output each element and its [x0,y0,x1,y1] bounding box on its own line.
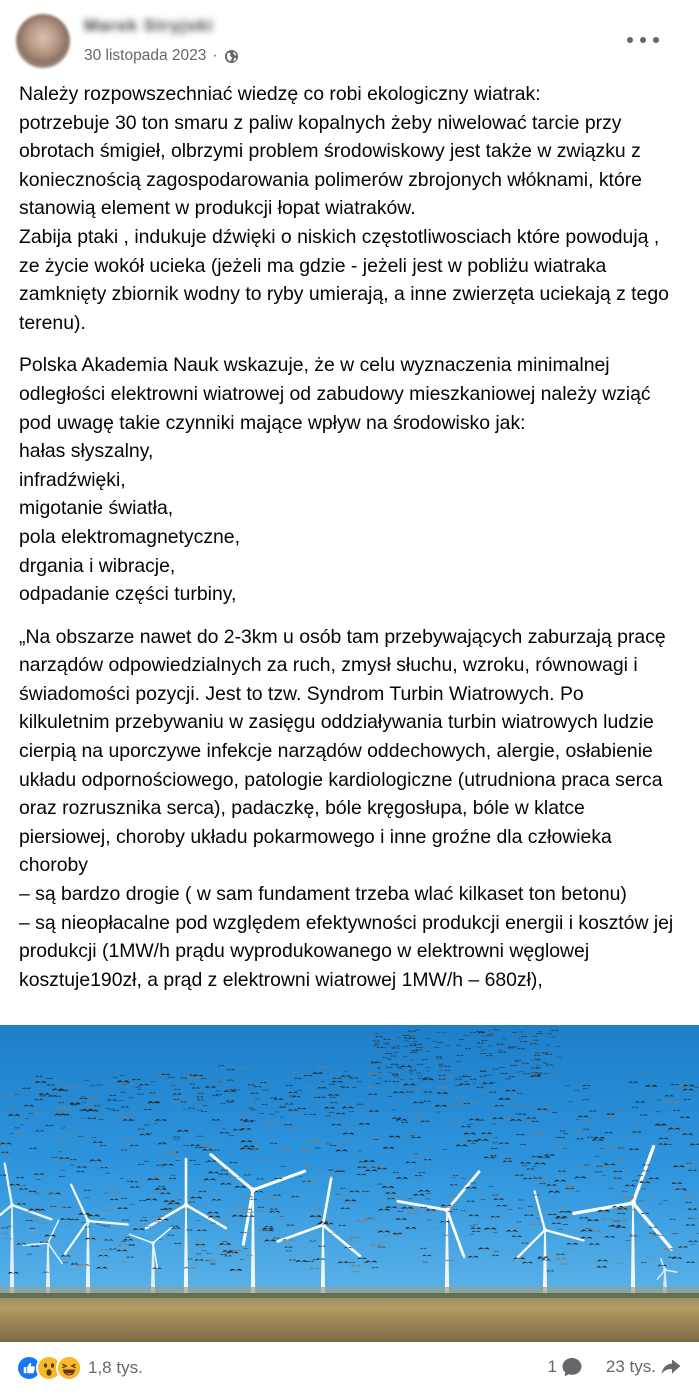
globe-icon[interactable] [224,49,239,64]
author-name[interactable]: Marek Stryjski [84,16,214,35]
more-dot [640,37,646,43]
more-options-icon[interactable] [627,30,659,50]
comments-stat[interactable] [547,1355,583,1379]
post-meta [84,47,239,65]
avatar[interactable] [16,14,70,68]
post-paragraph: Polska Akademia Nauk wskazuje, że w celu wyznaczenia minimalnej odległości elektrowni wiatrowej od zabudowy mieszkaniowej należy wziąć pod uwagę takie czynniki mające wpływ na środowisko jak: hałas słyszalny, infradźwięki, migotanie światła, pola elektromagnetyczne, drgania i wibracje, odpadanie części turbiny, [19,354,651,606]
shares-stat[interactable] [606,1355,683,1379]
haha-reaction-icon [56,1355,82,1381]
tree-line [0,1293,699,1298]
post-header [0,0,699,78]
post-paragraph: „Na obszarze nawet do 2-3km u osób tam przebywających zaburzają pracę narządów odpowiedzialnych za ruch, zmysł słuchu, wzroku, równowagi i świadomości pozycji. Jest to tzw. Syndrom Turbin Wiatrowych. Po kilkuletnim przebywaniu w zasięgu oddziaływania turbin wiatrowych ludzie cierpią na uporczywe infekcje narządów oddechowych, alergie, osłabienie układu odpornościowego, patologie kardiologiczne (utrudniona praca serca oraz rozrusznika serca), padaczkę, bóle kręgosłupa, bóle w klatce piersiowej, choroby układu pokarmowego i inne groźne dla człowieka choroby – są bardzo drogie ( w sam fundament trzeba wlać kilkaset ton betonu) – są nieopłacalne pod względem efektywności produkcji energii i kosztów jej produkcji (1MW/h prądu wyprodukowanego w elektrowni węglowej kosztuje190zł, a prąd z elektrowni wiatrowej 1MW/h – 680zł), [19,625,674,991]
post-footer [0,1342,699,1395]
post-paragraph: Należy rozpowszechniać wiedzę co robi ekologiczny wiatrak: potrzebuje 30 ton smaru z paliw kopalnych żeby niwelować tarcie przy obrotach śmigieł, olbrzymi problem środowiskowy jest także w związku z koniecznością zagospodarowania polimerów zbrojonych włóknami, które stanowią element w produkcji łopat wiatraków. Zabija ptaki , indukuje dźwięki o niskich częstotliwosciach które powodują , ze życie wokół ucieka (jeżeli ma gdzie - jeżeli jest w pobliżu wiatraka zamknięty zbiornik wodny to ryby umierają, a inne zwierzęta uciekają z tego terenu). [19,83,669,334]
post-image[interactable] [0,1025,699,1342]
share-icon [659,1355,683,1379]
comment-icon [560,1355,584,1379]
engagement-stats [547,1355,683,1379]
share-count: 23 tys. [605,1357,656,1376]
reaction-count[interactable]: 1,8 tys. [88,1358,143,1377]
comment-count: 1 [547,1357,557,1376]
meta-separator: · [212,47,218,64]
more-dot [653,37,659,43]
reactions-summary[interactable] [16,1355,143,1381]
more-dot [627,37,633,43]
ground [0,1293,699,1342]
post-text [19,80,679,1006]
post-timestamp[interactable]: 30 listopada 2023 [84,47,207,64]
